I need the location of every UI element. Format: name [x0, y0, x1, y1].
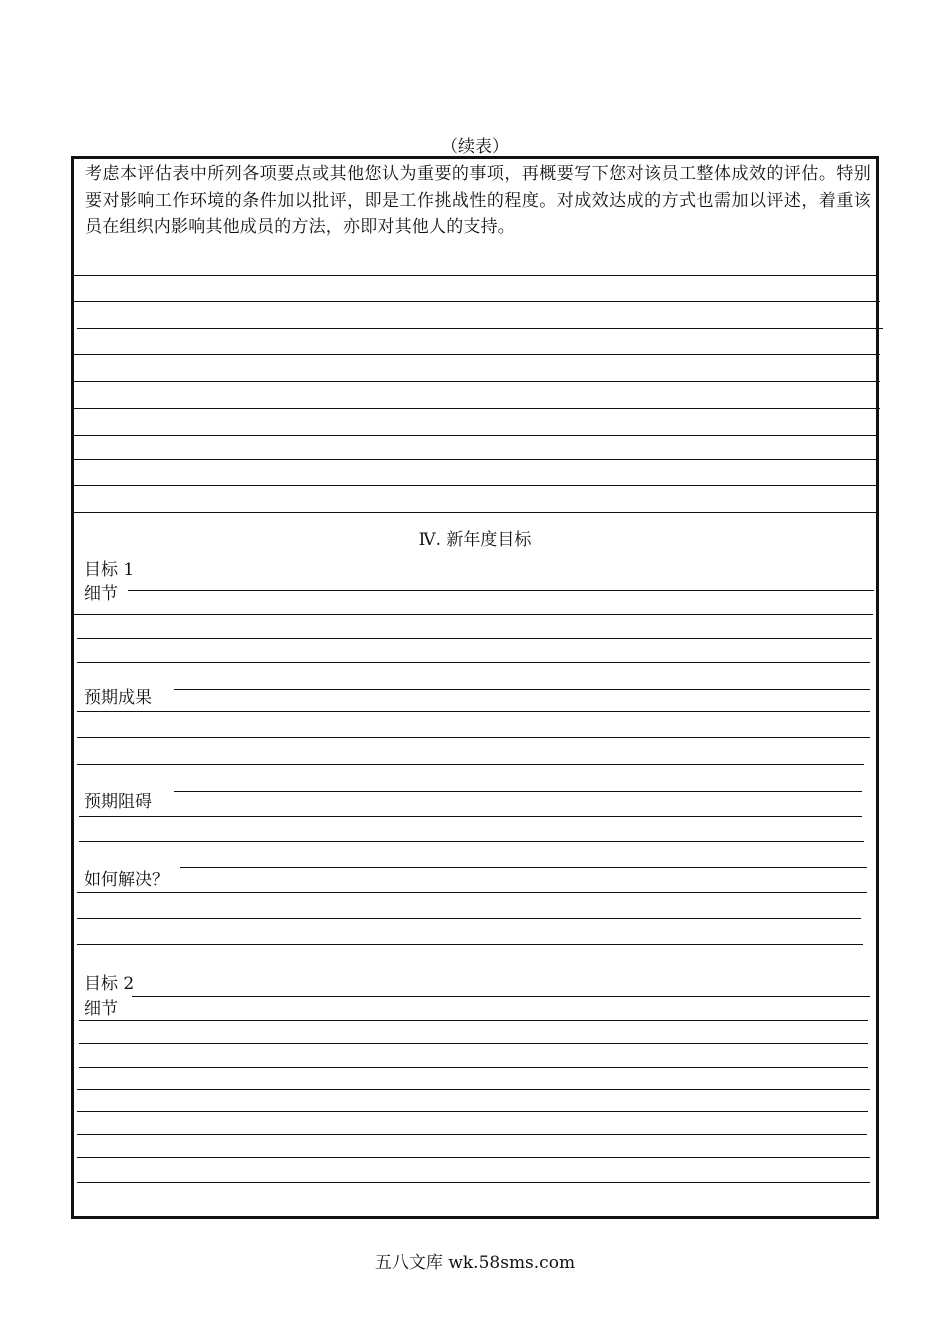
writing-line[interactable]: [77, 764, 864, 765]
writing-line[interactable]: [79, 1020, 868, 1021]
writing-line[interactable]: [77, 892, 867, 893]
goal-1-heading: 目标 1: [84, 560, 135, 580]
writing-line[interactable]: [77, 1182, 870, 1183]
expected-obstacles-label: 预期阻碍: [84, 792, 152, 812]
writing-line[interactable]: [77, 328, 883, 329]
goal-2-details-label: 细节: [84, 999, 118, 1019]
writing-line[interactable]: [77, 1157, 870, 1158]
expected-results-label: 预期成果: [84, 688, 152, 708]
writing-line[interactable]: [77, 638, 872, 639]
writing-line[interactable]: [74, 614, 873, 615]
writing-line[interactable]: [74, 275, 876, 276]
table-caption: （续表）: [441, 137, 509, 157]
section-title: Ⅳ. 新年度目标: [418, 530, 532, 550]
how-to-solve-line[interactable]: [180, 867, 867, 868]
goal-2-details-line[interactable]: [132, 996, 870, 997]
goal-1-details-label: 细节: [84, 584, 118, 604]
section-divider: [74, 512, 876, 513]
writing-line[interactable]: [79, 1067, 868, 1068]
expected-results-line[interactable]: [174, 689, 870, 690]
writing-line[interactable]: [77, 737, 870, 738]
instructions-paragraph: 考虑本评估表中所列各项要点或其他您认为重要的事项，再概要写下您对该员工整体成效的评估。特别要对影响工作环境的条件加以批评，即是工作挑战性的程度。对成效达成的方式也需加以评述，着重该员在组织内影响其他成员的方法，亦即对其他人的支持。: [85, 164, 871, 237]
evaluation-form-box: [71, 156, 879, 1219]
footer-watermark: 五八文库 wk.58sms.com: [374, 1253, 576, 1273]
writing-line[interactable]: [74, 435, 876, 436]
goal-1-details-line[interactable]: [128, 590, 874, 591]
writing-line[interactable]: [77, 1089, 870, 1090]
writing-line[interactable]: [74, 301, 880, 302]
writing-line[interactable]: [77, 1134, 867, 1135]
how-to-solve-label: 如何解决？: [84, 870, 169, 890]
writing-line[interactable]: [74, 354, 880, 355]
writing-line[interactable]: [74, 381, 880, 382]
writing-line[interactable]: [77, 662, 870, 663]
writing-line[interactable]: [74, 485, 876, 486]
writing-line[interactable]: [79, 816, 862, 817]
writing-line[interactable]: [77, 944, 863, 945]
writing-line[interactable]: [77, 711, 870, 712]
writing-line[interactable]: [77, 1111, 868, 1112]
writing-line[interactable]: [74, 408, 880, 409]
writing-line[interactable]: [74, 459, 876, 460]
goal-2-heading: 目标 2: [84, 974, 135, 994]
writing-line[interactable]: [79, 1043, 868, 1044]
writing-line[interactable]: [77, 918, 861, 919]
expected-obstacles-line[interactable]: [174, 791, 862, 792]
writing-line[interactable]: [79, 841, 864, 842]
